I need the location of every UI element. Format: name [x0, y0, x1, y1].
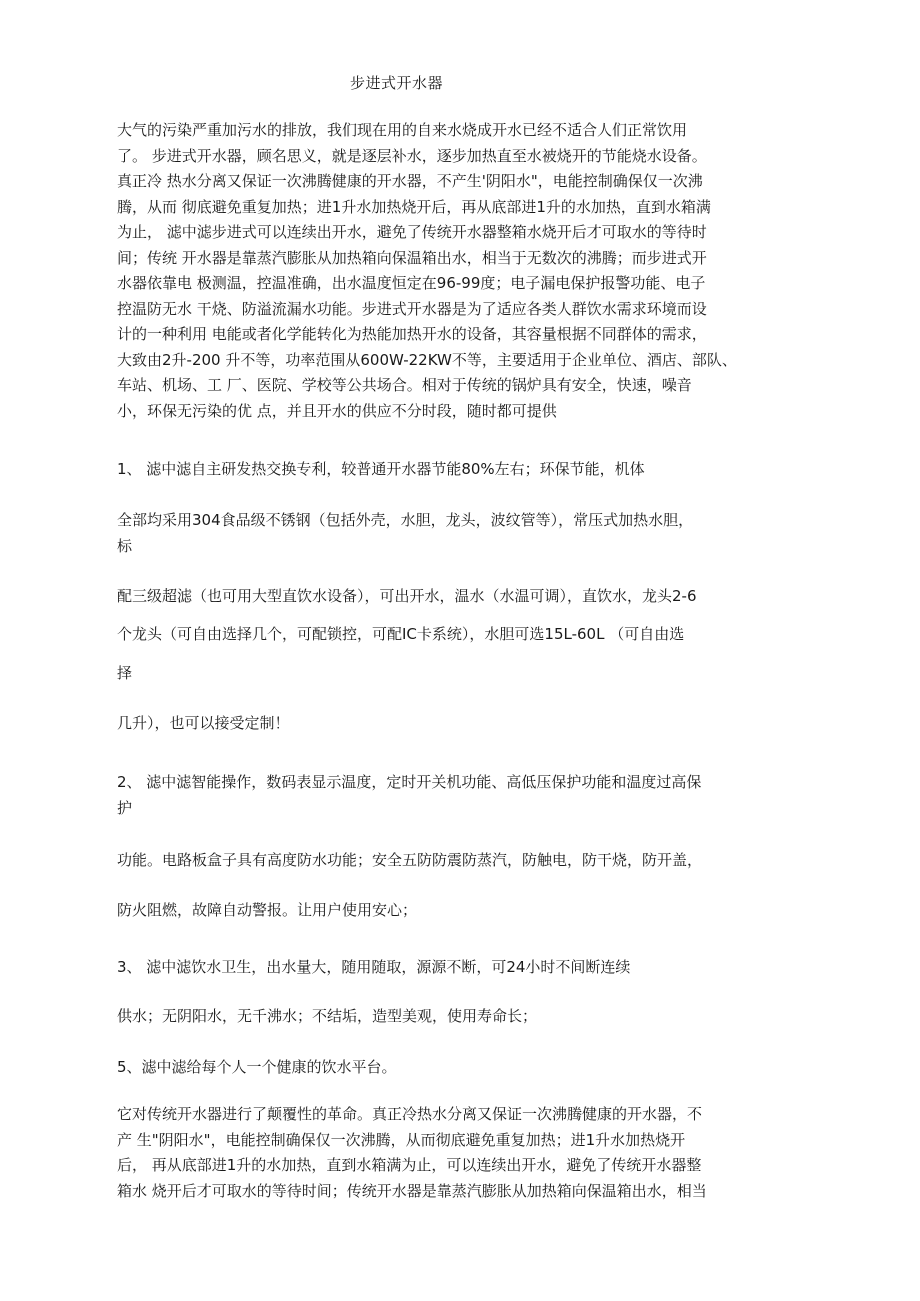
intro-line: 车站、机场、工 厂、医院、学校等公共场合。相对于传统的锅炉具有安全，快速，噪音	[117, 376, 692, 394]
intro-line: 真正冷 热水分离又保证一次沸腾健康的开水器，不产生'阴阳水"，电能控制确保仅一次沸	[117, 172, 703, 190]
item-1-line: 几升），也可以接受定制！	[117, 714, 290, 732]
intro-line: 水器依靠电 极测温，控温准确，出水温度恒定在96-99度；电子漏电保护报警功能、电子	[117, 274, 706, 292]
document-title: 步进式开水器	[350, 74, 444, 92]
closing-line: 产 生"阴阳水"，电能控制确保仅一次沸腾，从而彻底避免重复加热；进1升水加热烧开	[117, 1130, 686, 1149]
intro-line: 了。 步进式开水器，顾名思义，就是逐层补水，逐步加热直至水被烧开的节能烧水设备。	[117, 146, 707, 165]
closing-line: 后， 再从底部进1升的水加热，直到水箱满为止，可以连续出开水，避免了传统开水器整	[117, 1156, 702, 1174]
intro-line: 为止， 滤中滤步进式可以连续出开水，避免了传统开水器整箱水烧开后才可取水的等待时	[117, 223, 707, 241]
closing-line: 它对传统开水器进行了颠覆性的革命。真正冷热水分离又保证一次沸腾健康的开水器，不	[117, 1105, 703, 1123]
item-2-line: 防火阻燃，故障自动警报。让用户使用安心；	[117, 901, 418, 919]
intro-line: 大气的污染严重加污水的排放，我们现在用的自来水烧成开水已经不适合人们正常饮用	[117, 121, 688, 139]
item-3-line: 3、 滤中滤饮水卫生，出水量大，随用随取，源源不断，可24小时不间断连续	[117, 958, 631, 976]
item-1-line: 标	[117, 537, 133, 555]
intro-line: 间；传统 开水器是靠蒸汽膨胀从加热箱向保温箱出水，相当于无数次的沸腾；而步进式开	[117, 248, 707, 267]
item-1-line: 个龙头（可自由选择几个，可配锁控，可配IC卡系统），水胆可选15L-60L （可自由选	[117, 625, 685, 643]
intro-line: 大致由2升-200 升不等，功率范围从600W-22KW不等，主要适用于企业单位、酒店、部队、	[117, 350, 737, 369]
item-5-line: 5、滤中滤给每个人一个健康的饮水平台。	[117, 1058, 397, 1076]
item-1-line: 全部均采用304食品级不锈钢（包括外壳，水胆，龙头，波纹管等），常压式加热水胆，	[117, 511, 694, 529]
item-2-line: 护	[117, 799, 133, 817]
intro-line: 小，环保无污染的优 点，并且开水的供应不分时段，随时都可提供	[117, 401, 557, 420]
intro-line: 腾，从而 彻底避免重复加热；进1升水加热烧开后，再从底部进1升的水加热，直到水箱满	[117, 197, 711, 216]
item-2-line: 2、 滤中滤智能操作，数码表显示温度，定时开关机功能、高低压保护功能和温度过高保	[117, 773, 702, 791]
closing-line: 箱水 烧开后才可取水的等待时间；传统开水器是靠蒸汽膨胀从加热箱向保温箱出水，相当	[117, 1181, 707, 1200]
item-3-line: 供水；无阴阳水，无千沸水；不结垢，造型美观，使用寿命长；	[117, 1007, 538, 1025]
intro-line: 控温防无水 干烧、防溢流漏水功能。步进式开水器是为了适应各类人群饮水需求环境而设	[117, 299, 707, 318]
intro-paragraph	[117, 118, 807, 424]
intro-line: 计的一种利用 电能或者化学能转化为热能加热开水的设备，其容量根据不同群体的需求，	[117, 325, 707, 343]
item-1-line: 1、 滤中滤自主研发热交换专利，较普通开水器节能80%左右；环保节能，机体	[117, 460, 645, 478]
item-1-line: 配三级超滤（也可用大型直饮水设备），可出开水，温水（水温可调），直饮水，龙头2-6	[117, 587, 697, 605]
item-2-line: 功能。电路板盒子具有高度防水功能；安全五防防震防蒸汽，防触电，防干烧，防开盖，	[117, 851, 703, 869]
closing-paragraph	[117, 1102, 807, 1204]
item-1-line: 择	[117, 664, 133, 682]
